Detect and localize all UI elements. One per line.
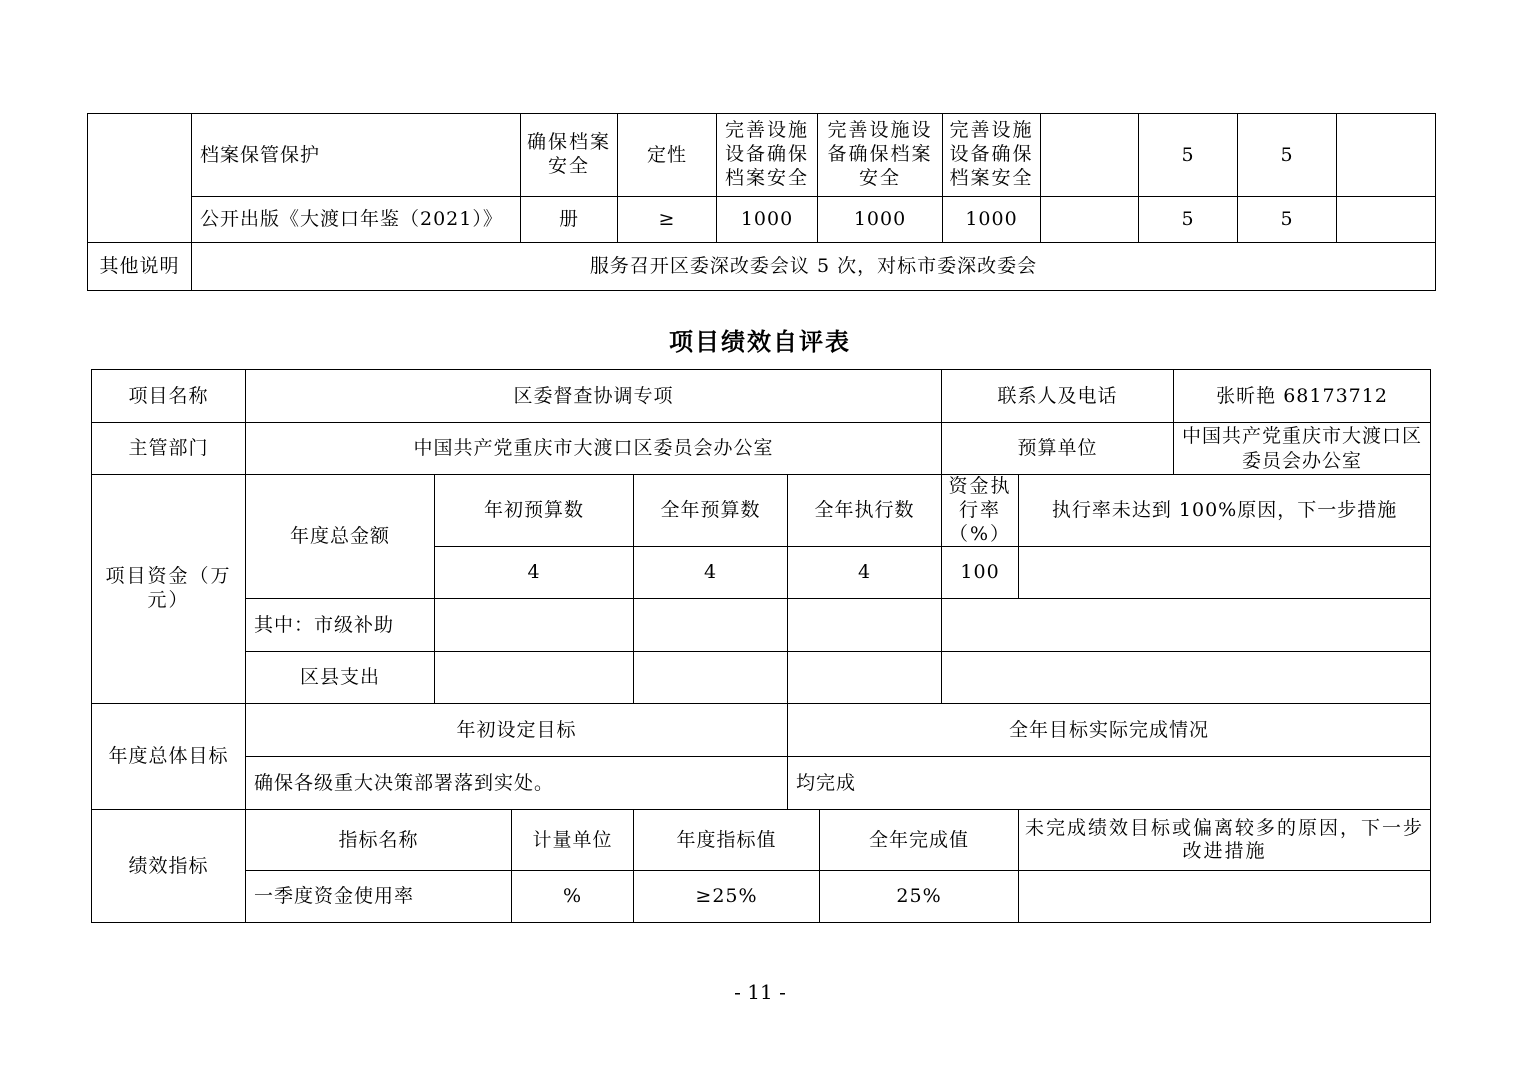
indicator-value: 1000: [818, 197, 943, 243]
goal-set-header: 年初设定目标: [246, 704, 788, 757]
indicator-actual: 25%: [820, 871, 1019, 923]
page-number: - 11 -: [734, 980, 786, 1004]
unit-header: 计量单位: [512, 810, 634, 871]
indicator-value: 1000: [943, 197, 1041, 243]
contact-value: 张昕艳 68173712: [1174, 370, 1431, 423]
indicator-type: 定性: [618, 114, 717, 197]
blank-cell: [634, 652, 788, 704]
table-row: [92, 704, 1431, 757]
indicator-unit: 确保档案安全: [521, 114, 618, 197]
city-subsidy-label: 其中：市级补助: [246, 599, 435, 652]
table-row: [92, 652, 1431, 704]
table-row: [92, 871, 1431, 923]
actual-header: 全年完成值: [820, 810, 1019, 871]
table-row: [92, 423, 1431, 475]
execution-rate-value: 100: [942, 547, 1019, 599]
blank-cell: [1041, 114, 1139, 197]
table-row: [92, 599, 1431, 652]
initial-budget-value: 4: [435, 547, 634, 599]
score-cell: 5: [1139, 114, 1238, 197]
indicator-value: 完善设施设备确保档案安全: [943, 114, 1041, 197]
indicator-target: ≥25%: [634, 871, 820, 923]
indicator-value: 完善设施设备确保档案安全: [717, 114, 818, 197]
goal-done-value: 均完成: [788, 757, 1431, 810]
table-row: [92, 810, 1431, 871]
blank-cell: [1337, 114, 1436, 197]
blank-cell: [634, 599, 788, 652]
blank-cell: [942, 652, 1431, 704]
indicator-type: ≥: [618, 197, 717, 243]
indicator-value: 完善设施设备确保档案安全: [818, 114, 943, 197]
full-budget-value: 4: [634, 547, 788, 599]
blank-cell: [788, 599, 942, 652]
total-amount-label: 年度总金额: [246, 475, 435, 599]
blank-cell: [1041, 197, 1139, 243]
col-reason: 执行率未达到 100%原因，下一步措施: [1019, 475, 1431, 547]
table-row: [88, 243, 1436, 291]
blank-cell: [1337, 197, 1436, 243]
table-row: [92, 757, 1431, 810]
score-cell: 5: [1139, 197, 1238, 243]
indicator-unit: %: [512, 871, 634, 923]
blank-cell: [435, 599, 634, 652]
budget-unit-label: 预算单位: [942, 423, 1174, 475]
project-name-label: 项目名称: [92, 370, 246, 423]
reason-value: [1019, 547, 1431, 599]
dept-value: 中国共产党重庆市大渡口区委员会办公室: [246, 423, 942, 475]
score-cell: 5: [1238, 114, 1337, 197]
county-expense-label: 区县支出: [246, 652, 435, 704]
annual-goal-label: 年度总体目标: [92, 704, 246, 810]
table-row: [88, 197, 1436, 243]
project-evaluation-table: [91, 369, 1431, 923]
indicator-name: 公开出版《大渡口年鉴（2021）》: [192, 197, 521, 243]
indicator-name: 一季度资金使用率: [246, 871, 512, 923]
table-row: [92, 370, 1431, 423]
indicator-name: 档案保管保护: [192, 114, 521, 197]
blank-cell: [942, 599, 1431, 652]
dept-label: 主管部门: [92, 423, 246, 475]
col-execution-rate: 资金执行率（%）: [942, 475, 1019, 547]
project-name: 区委督查协调专项: [246, 370, 942, 423]
budget-unit-value: 中国共产党重庆市大渡口区委员会办公室: [1174, 423, 1431, 475]
funds-label: 项目资金（万元）: [92, 475, 246, 704]
goal-done-header: 全年目标实际完成情况: [788, 704, 1431, 757]
page-title: 项目绩效自评表: [669, 328, 851, 356]
execution-value: 4: [788, 547, 942, 599]
goal-set-value: 确保各级重大决策部署落到实处。: [246, 757, 788, 810]
performance-indicator-label: 绩效指标: [92, 810, 246, 923]
contact-label: 联系人及电话: [942, 370, 1174, 423]
col-execution: 全年执行数: [788, 475, 942, 547]
table-row: [88, 114, 1436, 197]
table-row: [92, 475, 1431, 547]
previous-indicator-table: [87, 113, 1436, 291]
blank-cell: [88, 114, 192, 243]
col-initial-budget: 年初预算数: [435, 475, 634, 547]
other-notes-label: 其他说明: [88, 243, 192, 291]
indicator-unit: 册: [521, 197, 618, 243]
reason-header: 未完成绩效目标或偏离较多的原因，下一步改进措施: [1019, 810, 1431, 871]
indicator-reason: [1019, 871, 1431, 923]
score-cell: 5: [1238, 197, 1337, 243]
other-notes-text: 服务召开区委深改委会议 5 次，对标市委深改委会: [192, 243, 1436, 291]
blank-cell: [435, 652, 634, 704]
target-header: 年度指标值: [634, 810, 820, 871]
indicator-name-header: 指标名称: [246, 810, 512, 871]
col-full-budget: 全年预算数: [634, 475, 788, 547]
blank-cell: [788, 652, 942, 704]
indicator-value: 1000: [717, 197, 818, 243]
